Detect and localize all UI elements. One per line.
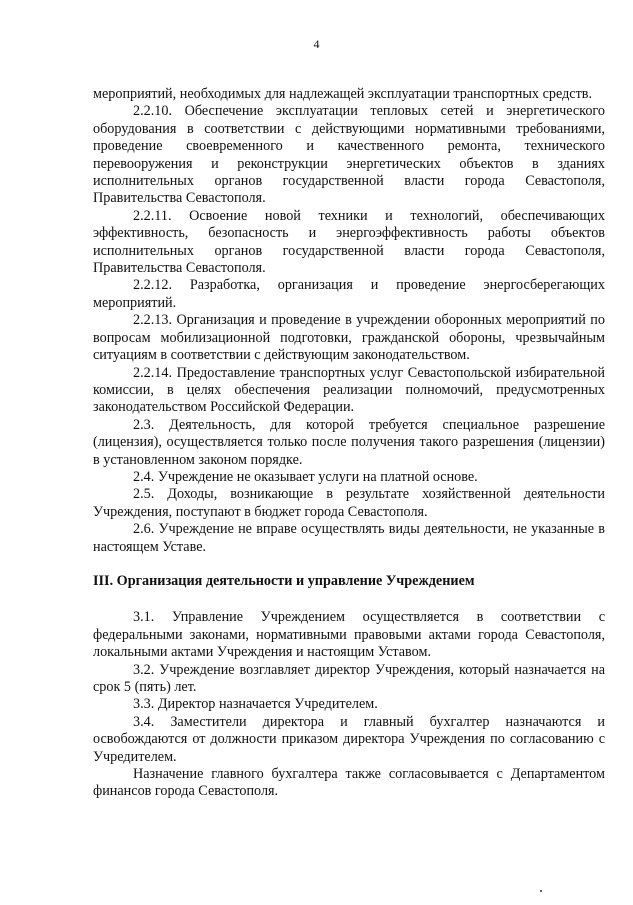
scan-artifact bbox=[540, 890, 542, 892]
paragraph: 2.2.10. Обеспечение эксплуатации тепловых сетей и энергетического оборудования в соответствии с действующими нормативными требованиями, проведение своевременного и качественного ремонта, технического перевооружения и реконструкции энергетических объектов в зданиях исполнительных органов государственной власти города Севастополя, Правительства Севастополя. bbox=[93, 103, 605, 207]
paragraph: 2.2.13. Организация и проведение в учреждении оборонных мероприятий по вопросам мобилизационной подготовки, гражданской обороны, чрезвычайным ситуациям в соответствии с действующим законодательством. bbox=[93, 312, 605, 364]
paragraph: 3.4. Заместители директора и главный бухгалтер назначаются и освобождаются от должности приказом директора Учреждения по согласованию с Учредителем. bbox=[93, 713, 605, 765]
section-title: III. Организация деятельности и управление Учреждением bbox=[93, 572, 475, 589]
document-body bbox=[93, 86, 605, 801]
paragraph: 2.2.12. Разработка, организация и проведение энергосберегающих мероприятий. bbox=[93, 277, 605, 311]
paragraph: 2.4. Учреждение не оказывает услуги на платной основе. bbox=[133, 468, 478, 485]
paragraph: 3.3. Директор назначается Учредителем. bbox=[133, 696, 378, 713]
paragraph: 3.1. Управление Учреждением осуществляется в соответствии с федеральными законами, нормативными правовыми актами города Севастополя, локальными актами Учреждения и настоящим Уставом. bbox=[93, 609, 605, 661]
paragraph: 2.6. Учреждение не вправе осуществлять виды деятельности, не указанные в настоящем Уставе. bbox=[93, 521, 605, 555]
paragraph: мероприятий, необходимых для надлежащей эксплуатации транспортных средств. bbox=[93, 86, 593, 102]
paragraph: 2.2.11. Освоение новой техники и технологий, обеспечивающих эффективность, безопасность и энергоэффективность работы объектов исполнительных органов государственной власти города Севастополя, Правительства Севастополя. bbox=[93, 207, 605, 277]
paragraph: 2.5. Доходы, возникающие в результате хозяйственной деятельности Учреждения, поступают в бюджет города Севастополя. bbox=[93, 486, 605, 520]
page-number: 4 bbox=[313, 37, 320, 51]
paragraph: 2.3. Деятельность, для которой требуется специальное разрешение (лицензия), осуществляется только после получения такого разрешения (лицензии) в установленном законом порядке. bbox=[93, 416, 605, 468]
paragraph: Назначение главного бухгалтера также согласовывается с Департаментом финансов города Севастополя. bbox=[93, 766, 605, 800]
paragraph: 3.2. Учреждение возглавляет директор Учреждения, который назначается на срок 5 (пять) лет. bbox=[93, 661, 605, 695]
paragraph: 2.2.14. Предоставление транспортных услуг Севастопольской избирательной комиссии, в целях обеспечения реализации полномочий, предусмотренных законодательством Российской Федерации. bbox=[93, 364, 605, 416]
